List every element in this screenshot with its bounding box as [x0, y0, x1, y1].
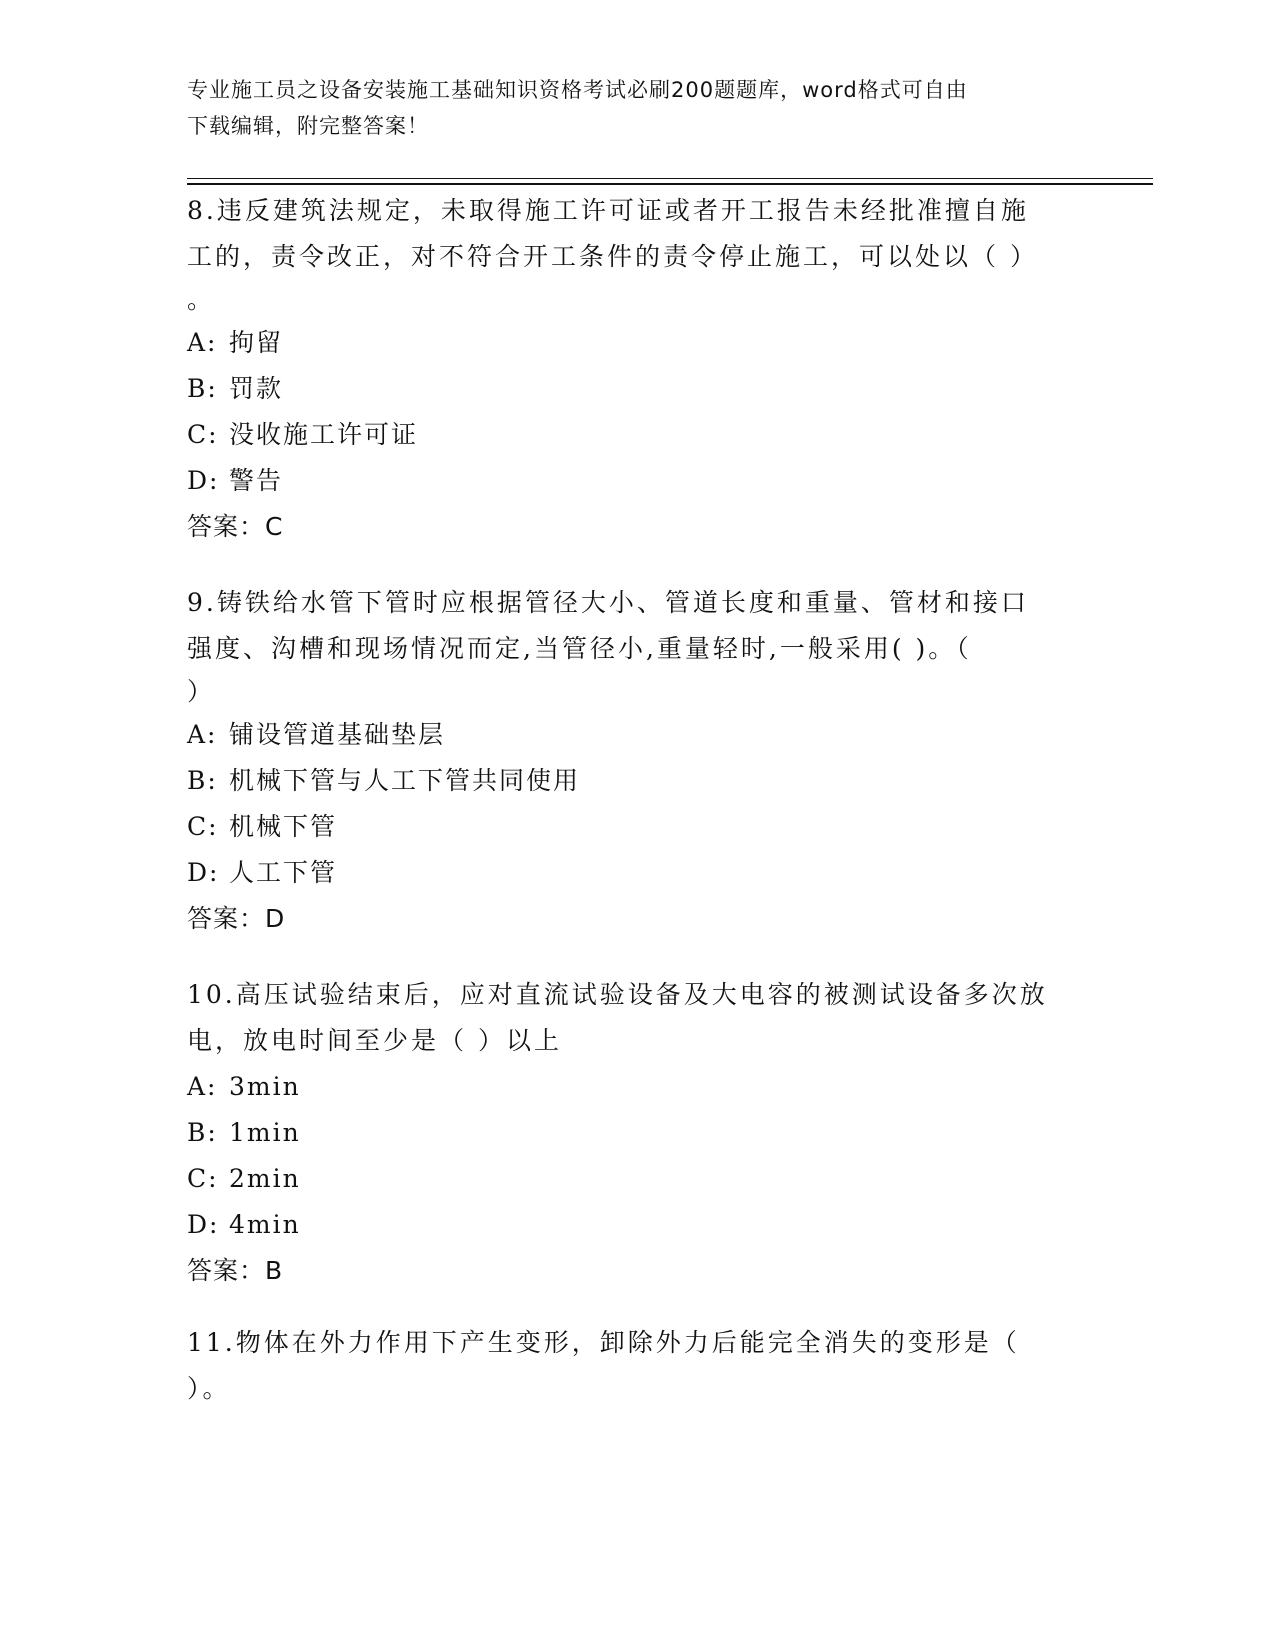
question-stem-line: 8.违反建筑法规定，未取得施工许可证或者开工报告未经批准擅自施 — [187, 196, 1029, 225]
question-stem-line: 10.高压试验结束后，应对直流试验设备及大电容的被测试设备多次放 — [187, 980, 1048, 1009]
option-d — [187, 850, 1067, 896]
question-stem-line: ） — [187, 677, 216, 706]
option-text: 警告 — [229, 466, 284, 495]
option-a — [187, 712, 1067, 758]
question-9 — [187, 580, 1067, 942]
option-key: B: — [187, 766, 218, 795]
option-key: B: — [187, 1118, 218, 1147]
option-key: B: — [187, 374, 218, 403]
question-stem-line: 。 — [187, 285, 216, 314]
header-divider-thin — [187, 178, 1153, 179]
question-stem-line: 工的，责令改正，对不符合开工条件的责令停止施工，可以处以（ ） — [187, 242, 1038, 271]
document-header — [187, 72, 1087, 144]
option-key: D: — [187, 1210, 220, 1239]
option-key: A: — [187, 328, 218, 357]
option-key: C: — [187, 1164, 219, 1193]
question-stem-line: ）。 — [187, 1374, 231, 1403]
option-text: 没收施工许可证 — [229, 420, 419, 449]
option-c — [187, 412, 1067, 458]
option-d — [187, 1202, 1067, 1248]
answer-line: 答案：B — [187, 1256, 284, 1285]
option-text: 机械下管 — [229, 812, 338, 841]
option-b — [187, 758, 1067, 804]
header-divider-thick — [187, 183, 1153, 185]
option-text: 4min — [229, 1210, 301, 1239]
option-b — [187, 1110, 1067, 1156]
option-key: A: — [187, 1072, 218, 1101]
option-c — [187, 804, 1067, 850]
option-text: 拘留 — [229, 328, 284, 357]
question-11 — [187, 1320, 1067, 1412]
option-b — [187, 366, 1067, 412]
header-line-2: 下载编辑，附完整答案！ — [187, 114, 429, 138]
option-text: 3min — [229, 1072, 301, 1101]
option-key: C: — [187, 812, 219, 841]
option-key: D: — [187, 466, 220, 495]
option-key: C: — [187, 420, 219, 449]
option-a — [187, 320, 1067, 366]
question-10 — [187, 972, 1067, 1294]
answer-line: 答案：C — [187, 512, 284, 541]
answer-line: 答案：D — [187, 904, 286, 933]
option-text: 铺设管道基础垫层 — [229, 720, 446, 749]
option-text: 罚款 — [229, 374, 284, 403]
header-line-1: 专业施工员之设备安装施工基础知识资格考试必刷200题题库，word格式可自由 — [187, 78, 968, 102]
option-c — [187, 1156, 1067, 1202]
option-d — [187, 458, 1067, 504]
option-text: 机械下管与人工下管共同使用 — [229, 766, 581, 795]
option-text: 人工下管 — [229, 858, 338, 887]
question-stem-line: 电，放电时间至少是（ ）以上 — [187, 1026, 562, 1055]
question-stem-line: 强度、沟槽和现场情况而定,当管径小,重量轻时,一般采用( )。（ — [187, 634, 972, 663]
question-8 — [187, 188, 1067, 550]
option-a — [187, 1064, 1067, 1110]
option-key: D: — [187, 858, 220, 887]
option-text: 2min — [229, 1164, 301, 1193]
option-key: A: — [187, 720, 218, 749]
question-stem-line: 11.物体在外力作用下产生变形，卸除外力后能完全消失的变形是（ — [187, 1328, 1020, 1357]
option-text: 1min — [229, 1118, 301, 1147]
question-stem-line: 9.铸铁给水管下管时应根据管径大小、管道长度和重量、管材和接口 — [187, 588, 1029, 617]
